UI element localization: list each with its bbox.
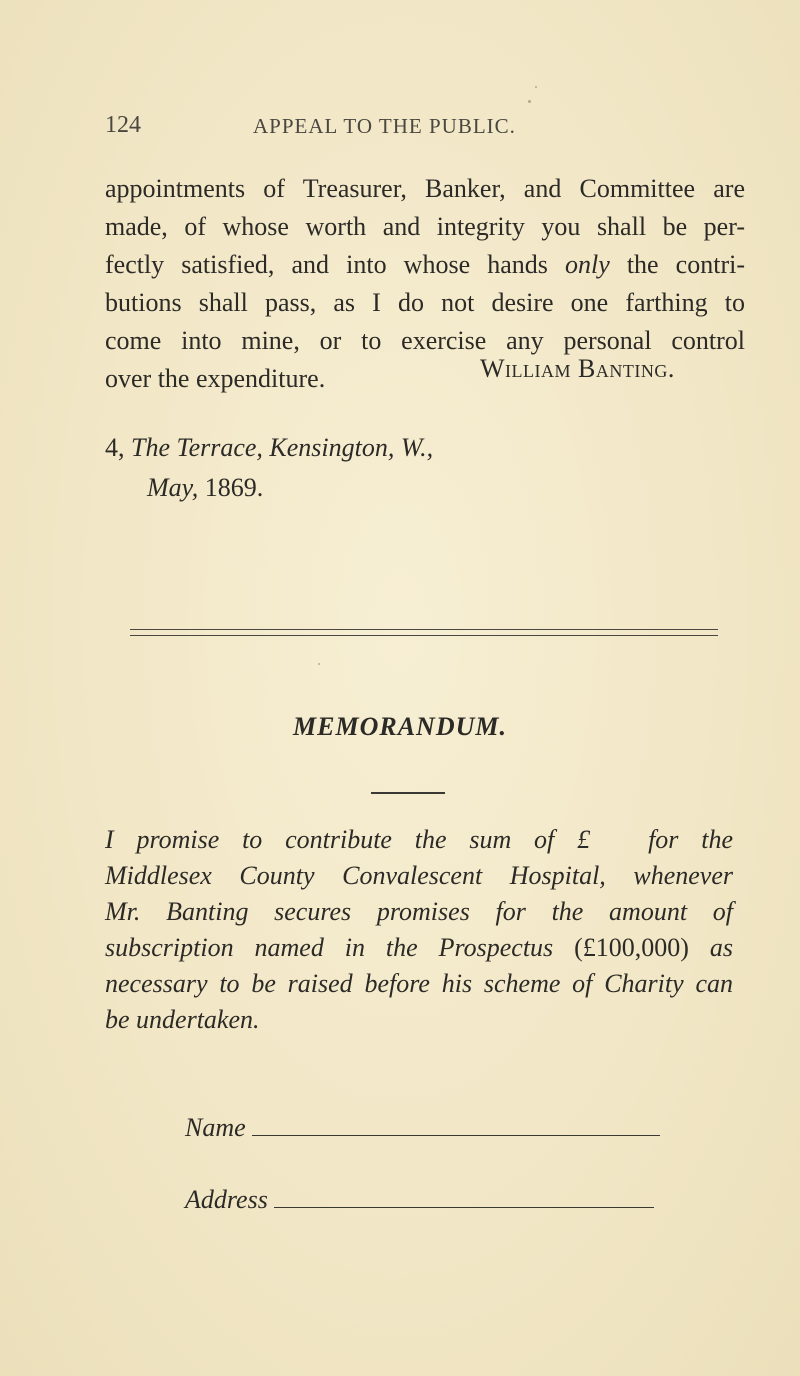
- date-month: May,: [147, 473, 199, 502]
- letter-line: over the expenditure.: [105, 364, 326, 393]
- letter-line: come into mine, or to exercise any personal control: [105, 326, 745, 355]
- address-blank-line: [274, 1206, 654, 1208]
- address-street: The Terrace, Kensington, W.,: [131, 433, 434, 462]
- page-number: 124: [105, 112, 141, 138]
- address-line: [105, 433, 433, 462]
- paper-speck: [318, 663, 320, 665]
- section-divider: [130, 629, 718, 636]
- address-field: [185, 1185, 654, 1215]
- signature: William Banting.: [480, 354, 675, 383]
- emphasis-only: only: [564, 250, 610, 279]
- letter-text: the contri-: [626, 250, 745, 279]
- memorandum-line: be undertaken.: [105, 1005, 260, 1034]
- memo-text: subscription named in the Prospectus: [105, 933, 554, 962]
- memo-text: I promise to contribute the sum of £: [105, 825, 591, 854]
- memo-text: as: [709, 933, 734, 962]
- letter-line: appointments of Treasurer, Banker, and Committee are: [105, 174, 745, 203]
- date-line: [105, 468, 433, 508]
- memorandum-line: Middlesex County Convalescent Hospital, whenever: [105, 861, 733, 890]
- memorandum-text: [105, 822, 733, 1038]
- memorandum-title: MEMORANDUM.: [293, 712, 507, 741]
- letter-line: butions shall pass, as I do not desire one farthing to: [105, 288, 745, 317]
- name-blank-line: [252, 1134, 660, 1136]
- name-label: Name: [185, 1113, 246, 1142]
- memo-text: for the: [648, 825, 733, 854]
- sender-address: [105, 428, 433, 508]
- prospectus-amount: (£100,000): [574, 933, 689, 962]
- address-label: Address: [185, 1185, 268, 1214]
- memorandum-line: Mr. Banting secures promises for the amount of: [105, 897, 733, 926]
- memorandum-line: necessary to be raised before his scheme of Charity can: [105, 969, 733, 998]
- name-field: [185, 1113, 660, 1143]
- memorandum-line: [105, 822, 733, 858]
- paper-speck: [528, 100, 531, 103]
- letter-line: made, of whose worth and integrity you shall be per-: [105, 212, 745, 241]
- memorandum-line: [105, 930, 733, 966]
- address-number: 4,: [105, 433, 125, 462]
- letter-line: [105, 246, 745, 284]
- title-rule: [371, 792, 445, 794]
- running-head: [105, 112, 735, 146]
- paper-speck: [535, 86, 537, 88]
- letter-text: fectly satisfied, and into whose hands: [105, 250, 548, 279]
- date-year: 1869.: [204, 473, 264, 502]
- running-title: APPEAL TO THE PUBLIC.: [253, 114, 516, 138]
